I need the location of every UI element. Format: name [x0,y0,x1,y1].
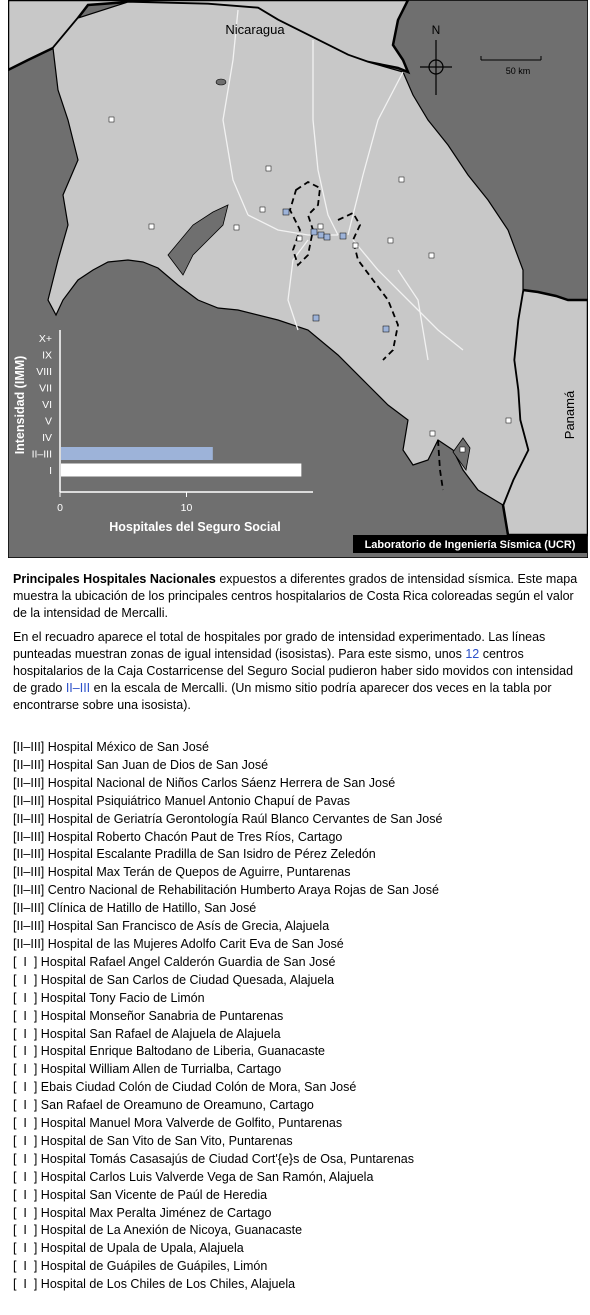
hospital-marker-i [353,243,358,248]
list-item [13,990,583,1008]
hospital-marker-i [318,224,323,229]
inset-y-tick: I [49,465,52,477]
hospital-name: Hospital San Vicente de Paúl de Heredia [40,1187,268,1202]
list-item [13,775,583,793]
hospital-name: San Rafael de Oreamuno de Oreamuno, Cartago [40,1098,314,1113]
caption-paragraph-1 [13,571,583,622]
hospital-name: Hospital Tomás Casasajús de Ciudad Cort'{e}s de Osa, Puntarenas [40,1151,414,1166]
list-item [13,1026,583,1044]
hospital-name: Hospital San Francisco de Asís de Grecia, Alajuela [47,919,330,934]
list-item [13,1258,583,1276]
hospital-grade: [ I ] [13,1187,38,1202]
inset-y-tick: X+ [38,333,52,345]
hospital-marker-i [109,117,114,122]
hospital-marker-i [430,431,435,436]
caption-p2-b: centros hospitalarios de la Caja Costarricense del Seguro Social pudieron haber sido movidos con intensidad de grado [13,647,574,695]
hospital-name: Hospital Nacional de Niños Carlos Sáenz Herrera de San José [47,775,396,790]
hospital-marker-ii-iii [318,232,324,238]
hospital-name: Hospital Psiquiátrico Manuel Antonio Chapuí de Pavas [47,793,351,808]
list-item [13,757,583,775]
hospital-grade: [ I ] [13,1080,38,1095]
hospital-marker-i [260,207,265,212]
hospital-name: Ebais Ciudad Colón de Ciudad Colón de Mora, San José [40,1080,357,1095]
hospital-grade: [II–III] [13,829,45,844]
list-item [13,1008,583,1026]
hospital-name: Clínica de Hatillo de Hatillo, San José [47,901,257,916]
list-item [13,918,583,936]
caption-p2-a: En el recuadro aparece el total de hospitales por grado de intensidad experimentado. Las líneas punteadas muestran zonas de igual intensidad (isosistas). Para este sismo, unos [13,630,546,661]
list-item [13,811,583,829]
hospital-marker-i [149,224,154,229]
hospital-marker-i [234,225,239,230]
hospital-grade: [ I ] [13,1169,38,1184]
list-item [13,1276,583,1294]
hospital-grade: [ I ] [13,1116,38,1131]
hospital-intensity-map [8,0,588,558]
hospital-name: Hospital de Upala de Upala, Alajuela [40,1241,244,1256]
hospital-marker-i [429,253,434,258]
hospital-grade: [II–III] [13,847,45,862]
hospital-name: Hospital Escalante Pradilla de San Isidro de Pérez Zeledón [47,847,376,862]
hospital-name: Hospital Tony Facio de Limón [40,990,205,1005]
list-item [13,793,583,811]
hospital-grade: [ I ] [13,954,38,969]
inset-y-tick: II–III [31,448,52,461]
hospital-grade: [ I ] [13,1205,38,1220]
hospital-name: Hospital Monseñor Sanabria de Puntarenas [40,1008,284,1023]
hospital-grade: [II–III] [13,865,45,880]
caption-p1-text: expuestos a diferentes grados de intensidad sísmica. Este mapa muestra la ubicación de los principales centros hospitalarios de Costa Rica coloreadas según el valor de la intensidad de Mercalli. [13,572,578,620]
lake-icon [216,79,226,85]
hospital-grade: [II–III] [13,757,45,772]
hospital-name: Hospital de Los Chiles de Los Chiles, Alajuela [40,1277,296,1292]
hospital-marker-i [266,166,271,171]
hospital-name: Hospital San Juan de Dios de San José [47,757,269,772]
list-item [13,972,583,990]
label-panama: Panamá [562,390,577,440]
hospital-grade: [II–III] [13,811,45,826]
hospital-grade: [ I ] [13,1044,38,1059]
inset-y-tick: IX [42,349,52,362]
scale-label: 50 km [505,66,531,76]
hospital-grade: [ I ] [13,1098,38,1113]
list-item [13,1079,583,1097]
hospital-grade: [II–III] [13,936,45,951]
hospital-name: Hospital de Geriatría Gerontología Raúl Blanco Cervantes de San José [47,811,443,826]
hospital-name: Hospital de San Vito de San Vito, Puntarenas [40,1133,293,1148]
inset-bar [61,464,301,477]
list-item [13,1097,583,1115]
list-item [13,882,583,900]
hospital-name: Hospital Max Peralta Jiménez de Cartago [40,1205,272,1220]
list-item [13,900,583,918]
credit-text: Laboratorio de Ingeniería Sísmica (UCR) [364,539,576,551]
list-item [13,1115,583,1133]
caption-paragraph-2 [13,629,583,714]
hospital-name: Hospital San Rafael de Alajuela de Alajuela [40,1026,281,1041]
hospital-marker-ii-iii [313,315,319,321]
list-item [13,1061,583,1079]
hospital-name: Hospital de La Anexión de Nicoya, Guanacaste [40,1223,303,1238]
list-item [13,1151,583,1169]
hospital-name: Centro Nacional de Rehabilitación Humberto Araya Rojas de San José [47,883,439,898]
hospital-grade: [ I ] [13,1277,38,1292]
hospital-marker-ii-iii [324,234,330,240]
hospital-marker-ii-iii [311,229,317,235]
inset-y-tick: V [44,415,52,428]
hospital-marker-i [297,236,302,241]
caption-p2-c: en la escala de Mercalli. (Un mismo sitio podría aparecer dos veces en la tabla por encontrarse sobre una isosista). [13,681,552,712]
list-item [13,1205,583,1223]
hospital-grade: [II–III] [13,775,45,790]
hospital-grade: [ I ] [13,1026,38,1041]
hospital-grade: [II–III] [13,919,45,934]
hospital-grade: [ I ] [13,1062,38,1077]
hospital-name: Hospital de las Mujeres Adolfo Carit Eva de San José [47,936,344,951]
list-item [13,739,583,757]
inset-y-tick: VI [42,399,52,411]
hospital-name: Hospital Rafael Angel Calderón Guardia de San José [40,954,336,969]
hospital-grade: [ I ] [13,972,38,987]
caption-grade: II–III [65,681,91,695]
inset-bar [61,447,213,460]
inset-x-tick: 10 [180,502,193,514]
hospital-name: Hospital Manuel Mora Valverde de Golfito, Puntarenas [40,1116,343,1131]
hospital-grade: [II–III] [13,740,45,754]
hospital-list [13,739,583,1294]
list-item [13,1240,583,1258]
hospital-marker-ii-iii [283,209,289,215]
list-item [13,1187,583,1205]
inset-y-label: Intensidad (IMM) [13,355,27,455]
north-label: N [431,23,441,37]
inset-x-tick: 0 [57,502,63,514]
hospital-grade: [ I ] [13,1241,38,1256]
hospital-grade: [ I ] [13,1259,38,1274]
hospital-marker-i [460,447,465,452]
hospital-grade: [ I ] [13,1223,38,1238]
hospital-marker-ii-iii [340,233,346,239]
hospital-grade: [ I ] [13,1151,38,1166]
list-item [13,1133,583,1151]
hospital-marker-ii-iii [383,326,389,332]
hospital-grade: [II–III] [13,883,45,898]
hospital-name: Hospital William Allen de Turrialba, Cartago [40,1062,282,1077]
hospital-grade: [ I ] [13,1133,38,1148]
inset-y-tick: VII [39,382,52,395]
list-item [13,864,583,882]
hospital-name: Hospital Carlos Luis Valverde Vega de San Ramón, Alajuela [40,1169,374,1184]
hospital-name: Hospital Roberto Chacón Paut de Tres Ríos, Cartago [47,829,343,844]
hospital-grade: [II–III] [13,901,45,916]
hospital-grade: [ I ] [13,1008,38,1023]
hospital-name: Hospital de Guápiles de Guápiles, Limón [40,1259,268,1274]
caption-hospital-count: 12 [465,647,480,661]
hospital-marker-i [399,177,404,182]
list-item [13,846,583,864]
inset-y-tick: VIII [36,366,52,378]
hospital-name: Hospital Max Terán de Quepos de Aguirre, Puntarenas [47,865,351,880]
hospital-name: Hospital Enrique Baltodano de Liberia, Guanacaste [40,1044,326,1059]
inset-x-label: Hospitales del Seguro Social [109,520,281,534]
list-item [13,1222,583,1240]
hospital-marker-i [388,238,393,243]
hospital-name: Hospital de San Carlos de Ciudad Quesada, Alajuela [40,972,335,987]
list-item [13,829,583,847]
caption-title: Principales Hospitales Nacionales [13,572,216,586]
label-nicaragua: Nicaragua [225,22,285,37]
hospital-name: Hospital México de San José [47,740,209,754]
hospital-grade: [ I ] [13,990,38,1005]
list-item [13,954,583,972]
list-item [13,1169,583,1187]
list-item [13,1043,583,1061]
hospital-marker-i [506,418,511,423]
list-item [13,936,583,954]
hospital-grade: [II–III] [13,793,45,808]
inset-y-tick: IV [42,432,52,444]
